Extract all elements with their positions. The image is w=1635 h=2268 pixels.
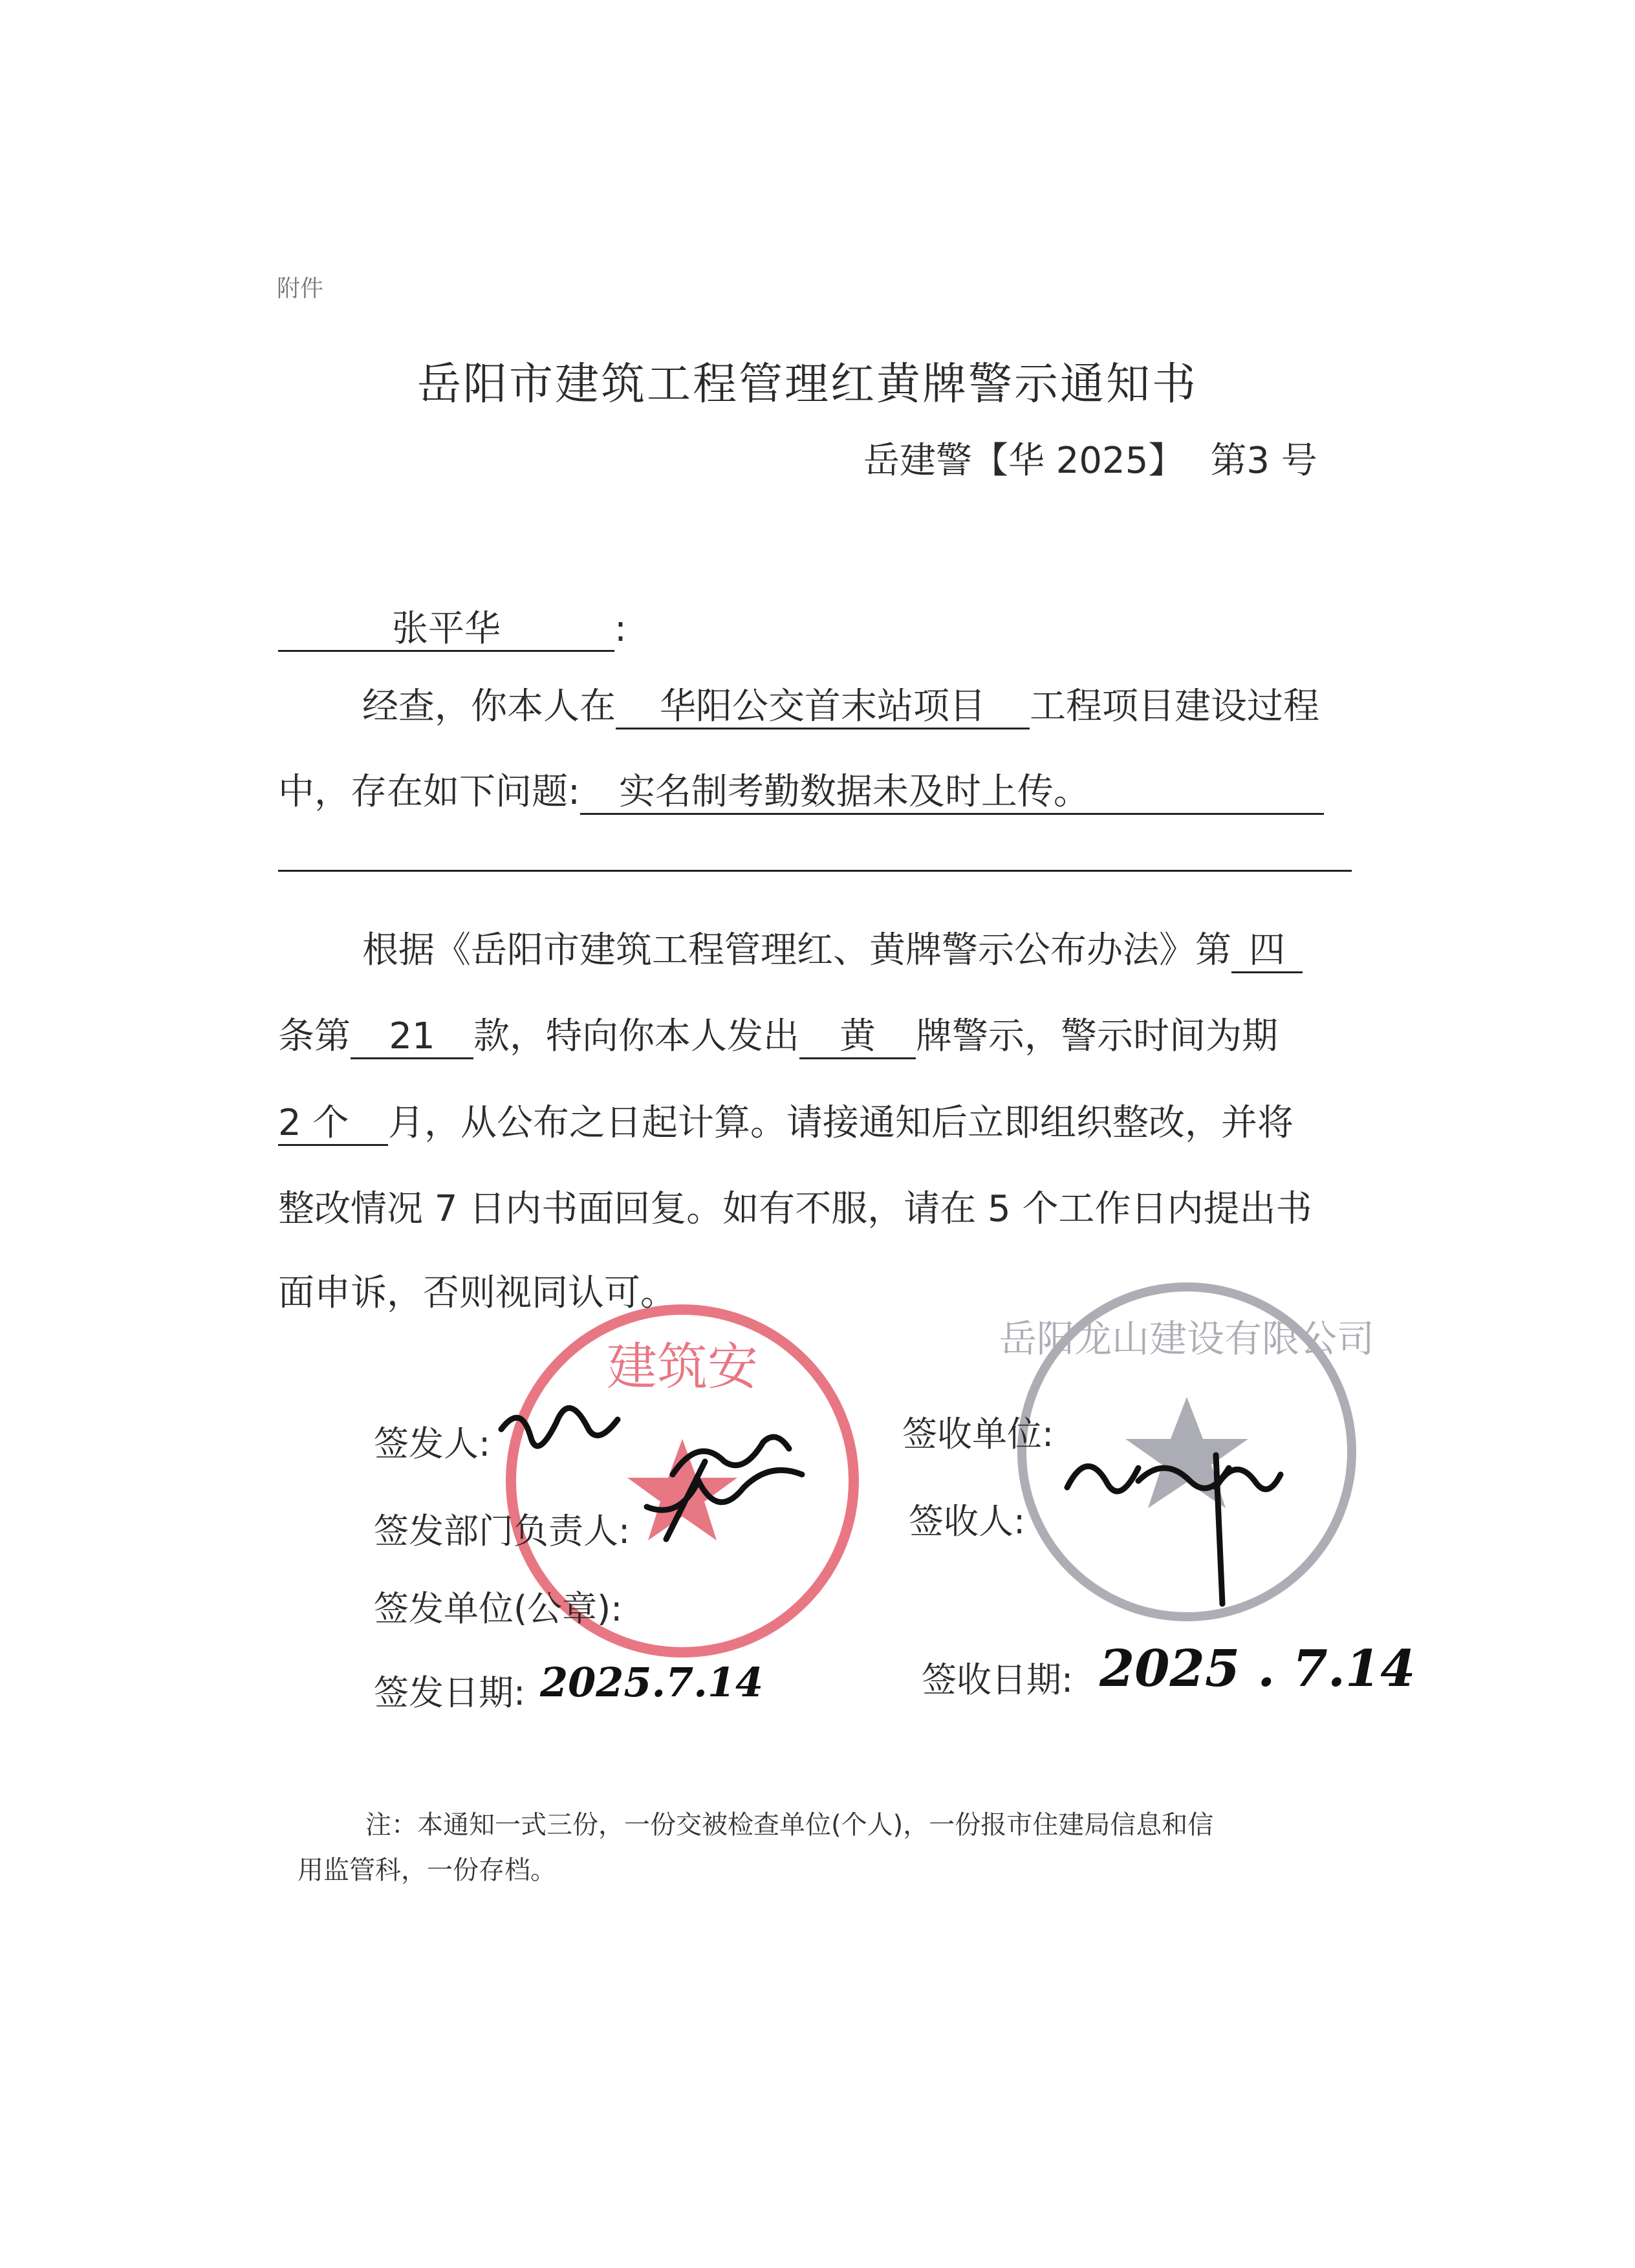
clause-number: 21 [351, 1016, 473, 1059]
article-number: 四 [1231, 930, 1303, 973]
footer-note-line-1: 注：本通知一式三份，一份交被检查单位(个人)，一份报市住建局信息和信 [365, 1810, 1214, 1840]
issuer-unit-label: 签发单位(公章): [374, 1588, 623, 1629]
recipient-colon: : [614, 608, 627, 650]
issuer-stamp-text: 建筑安 [606, 1338, 759, 1396]
issue-date-label: 签发日期: [374, 1672, 526, 1713]
card-color: 黄 [799, 1016, 916, 1059]
receiver-stamp [999, 1287, 1374, 1617]
problem-prefix: 中，存在如下问题: [278, 771, 580, 813]
warning-duration: 2 个 [278, 1103, 388, 1146]
clause-middle: 款，特向你本人发出 [473, 1015, 799, 1057]
receiver-stamp-star-icon [1125, 1397, 1248, 1508]
clause-prefix: 条第 [278, 1015, 351, 1057]
attachment-label: 附件 [277, 275, 324, 302]
receiver-stamp-text: 岳阳龙山建设有限公司 [999, 1317, 1375, 1361]
basis-line-4: 整改情况 7 日内书面回复。如有不服，请在 5 个工作日内提出书 [278, 1188, 1312, 1230]
receive-date-handwritten: 2025 . 7.14 [1099, 1639, 1416, 1698]
card-suffix: 牌警示，警示时间为期 [916, 1015, 1278, 1057]
issue-date-handwritten: 2025.7.14 [540, 1659, 764, 1706]
receiver-unit-label: 签收单位: [902, 1414, 1054, 1454]
problem-text: 实名制考勤数据未及时上传。 [580, 772, 1324, 815]
receive-date-label: 签收日期: [922, 1659, 1074, 1700]
project-name: 华阳公交首末站项目 [616, 686, 1030, 729]
receiver-label: 签收人: [909, 1501, 1026, 1542]
page-title: 岳阳市建筑工程管理红黄牌警示通知书 [417, 359, 1198, 410]
recipient-name: 张平华 [278, 609, 614, 652]
finding-suffix: 工程项目建设过程 [1030, 686, 1319, 728]
duration-suffix: 月，从公布之日起计算。请接通知后立即组织整改，并将 [388, 1102, 1294, 1144]
issuer-label: 签发人: [374, 1423, 491, 1464]
footer-note-line-2: 用监管科，一份存档。 [298, 1855, 556, 1885]
basis-line-5: 面申诉，否则视同认可。 [278, 1272, 677, 1314]
issuer-stamp-star-icon [627, 1439, 737, 1540]
issuer-dept-head-label: 签发部门负责人: [374, 1511, 631, 1551]
basis-prefix: 根据《岳阳市建筑工程管理红、黄牌警示公布办法》第 [362, 929, 1231, 971]
finding-prefix: 经查，你本人在 [362, 686, 616, 728]
document-number-code: 岳建警【华 2025】 [863, 440, 1185, 482]
document-number-suffix: 第3 号 [1210, 440, 1317, 482]
